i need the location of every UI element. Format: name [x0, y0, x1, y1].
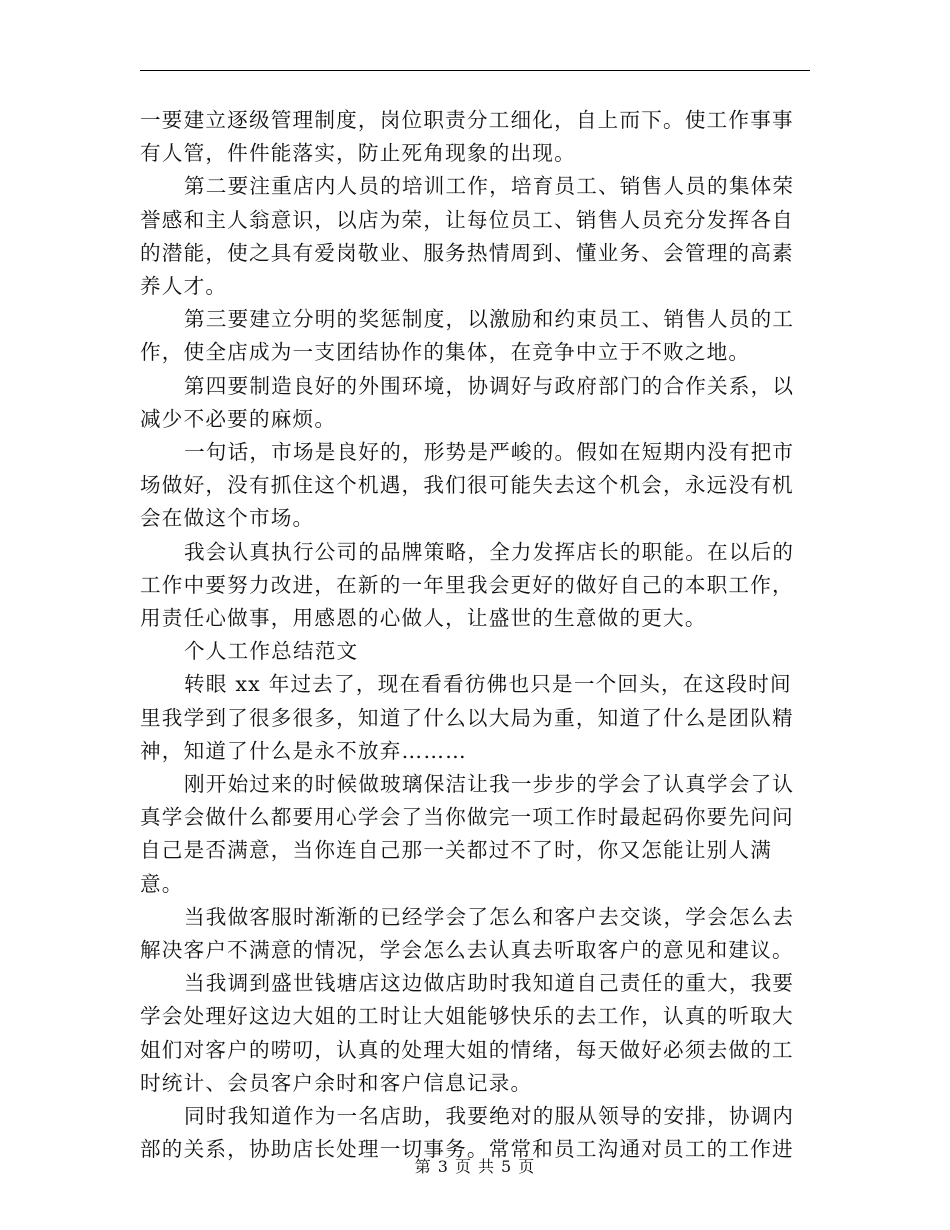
- footer-middle: 页 共: [454, 1157, 496, 1176]
- paragraph-12: 同时我知道作为一名店助，我要绝对的服从领导的安排，协调内部的关系，协助店长处理一切事务。常常和员工沟通对员工的工作进: [140, 1104, 795, 1162]
- page-footer: [0, 1154, 950, 1177]
- paragraph-5: 一句话，市场是良好的，形势是严峻的。假如在短期内没有把市场做好，没有抓住这个机遇，我们很可能失去这个机会，永远没有机会在做这个市场。: [140, 440, 795, 531]
- paragraph-9: 刚开始过来的时候做玻璃保洁让我一步步的学会了认真学会了认真学会做什么都要用心学会了当你做完一项工作时最起码你要先问问自己是否满意，当你连自己那一关都过不了时，你又怎能让别人满意。: [140, 772, 795, 896]
- header-rule: [140, 70, 810, 71]
- footer-total-pages: 5: [501, 1157, 513, 1176]
- footer-prefix: 第: [414, 1157, 432, 1176]
- paragraph-10: 当我做客服时渐渐的已经学会了怎么和客户去交谈，学会怎么去解决客户不满意的情况，学会怎么去认真去听取客户的意见和建议。: [140, 904, 795, 963]
- paragraph-6: 我会认真执行公司的品牌策略，全力发挥店长的职能。在以后的工作中要努力改进，在新的一年里我会更好的做好自己的本职工作，用责任心做事，用感恩的心做人，让盛世的生意做的更大。: [140, 539, 795, 631]
- paragraph-11: 当我调到盛世钱塘店这边做店助时我知道自己责任的重大，我要学会处理好这边大姐的工时让大姐能够快乐的去工作，认真的听取大姐们对客户的唠叨，认真的处理大姐的情绪，每天做好必须去做的工时统计、会员客户余时和客户信息记录。: [140, 971, 795, 1095]
- paragraph-3: 第三要建立分明的奖惩制度，以激励和约束员工、销售人员的工作，使全店成为一支团结协作的集体，在竞争中立于不败之地。: [140, 307, 795, 365]
- paragraph-1: 一要建立逐级管理制度，岗位职责分工细化，自上而下。使工作事事有人管，件件能落实，防止死角现象的出现。: [140, 108, 794, 166]
- footer-page-number: 3: [437, 1157, 449, 1176]
- paragraph-8: 转眼 xx 年过去了，现在看看彷佛也只是一个回头，在这段时间里我学到了很多很多，知道了什么以大局为重，知道了什么是团队精神，知道了什么是永不放弃………: [140, 672, 794, 763]
- document-body: [140, 104, 812, 1167]
- section-heading: 个人工作总结范文: [184, 639, 359, 664]
- footer-suffix: 页: [518, 1157, 536, 1176]
- paragraph-2: 第二要注重店内人员的培训工作，培育员工、销售人员的集体荣誉感和主人翁意识，以店为荣，让每位员工、销售人员充分发挥各自的潜能，使之具有爱岗敬业、服务热情周到、懂业务、会管理的高素养人才。: [140, 174, 795, 299]
- paragraph-4: 第四要制造良好的外围环境，协调好与政府部门的合作关系，以减少不必要的麻烦。: [140, 373, 795, 431]
